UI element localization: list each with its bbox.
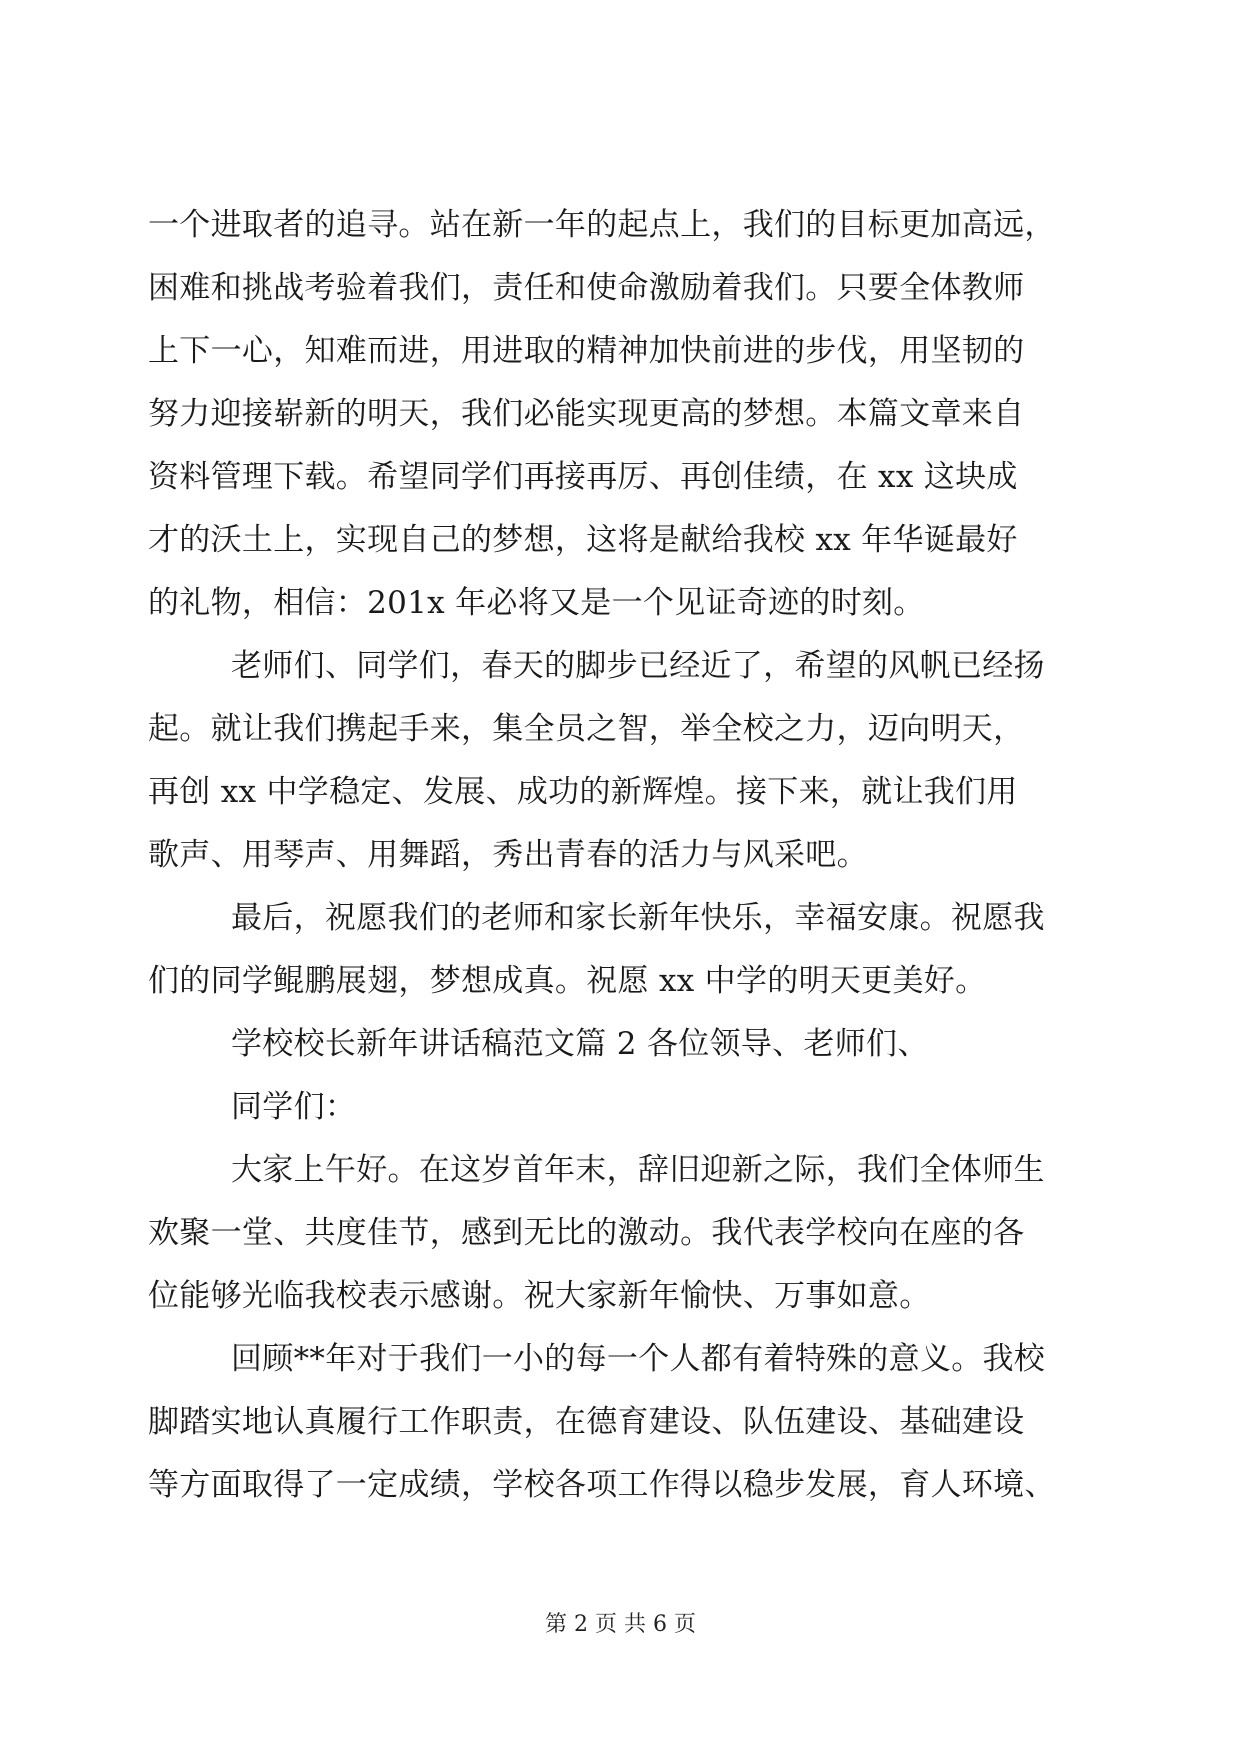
text-line: 资料管理下载。希望同学们再接再厉、再创佳绩，在 xx 这块成: [148, 459, 1018, 495]
text-line: 脚踏实地认真履行工作职责，在德育建设、队伍建设、基础建设: [148, 1404, 1025, 1440]
page-footer: 第 2 页 共 6 页: [545, 1612, 696, 1637]
section-heading-line: 学校校长新年讲话稿范文篇 2 各位领导、老师们、: [231, 1026, 929, 1062]
document-body: [148, 194, 1100, 1517]
text-line: 困难和挑战考验着我们，责任和使命激励着我们。只要全体教师: [148, 270, 1025, 306]
text-line: 歌声、用琴声、用舞蹈，秀出青春的活力与风采吧。: [148, 837, 868, 873]
text-line: 欢聚一堂、共度佳节，感到无比的激动。我代表学校向在座的各: [148, 1215, 1025, 1251]
text-line: 的礼物，相信：201x 年必将又是一个见证奇迹的时刻。: [148, 585, 925, 621]
text-line: 上下一心，知难而进，用进取的精神加快前进的步伐，用坚韧的: [148, 333, 1025, 369]
paragraph-start-line: 大家上午好。在这岁首年末，辞旧迎新之际，我们全体师生: [231, 1152, 1045, 1188]
paragraph-start-line: 老师们、同学们，春天的脚步已经近了，希望的风帆已经扬: [231, 648, 1045, 684]
paragraph-start-line: 最后，祝愿我们的老师和家长新年快乐，幸福安康。祝愿我: [231, 900, 1045, 936]
text-line: 们的同学鲲鹏展翅，梦想成真。祝愿 xx 中学的明天更美好。: [148, 963, 987, 999]
text-line: 起。就让我们携起手来，集全员之智，举全校之力，迈向明天，: [148, 711, 1025, 747]
text-line: 努力迎接崭新的明天，我们必能实现更高的梦想。本篇文章来自: [148, 396, 1025, 432]
text-line: 才的沃土上，实现自己的梦想，这将是献给我校 xx 年华诞最好: [148, 522, 1018, 558]
text-line: 位能够光临我校表示感谢。祝大家新年愉快、万事如意。: [148, 1278, 931, 1314]
paragraph-start-line: 回顾**年对于我们一小的每一个人都有着特殊的意义。我校: [231, 1341, 1046, 1377]
text-line: 等方面取得了一定成绩，学校各项工作得以稳步发展，育人环境、: [148, 1467, 1056, 1503]
salutation-line: 同学们：: [231, 1089, 357, 1125]
text-line: 再创 xx 中学稳定、发展、成功的新辉煌。接下来，就让我们用: [148, 774, 1018, 810]
text-line: 一个进取者的追寻。站在新一年的起点上，我们的目标更加高远，: [148, 207, 1056, 243]
